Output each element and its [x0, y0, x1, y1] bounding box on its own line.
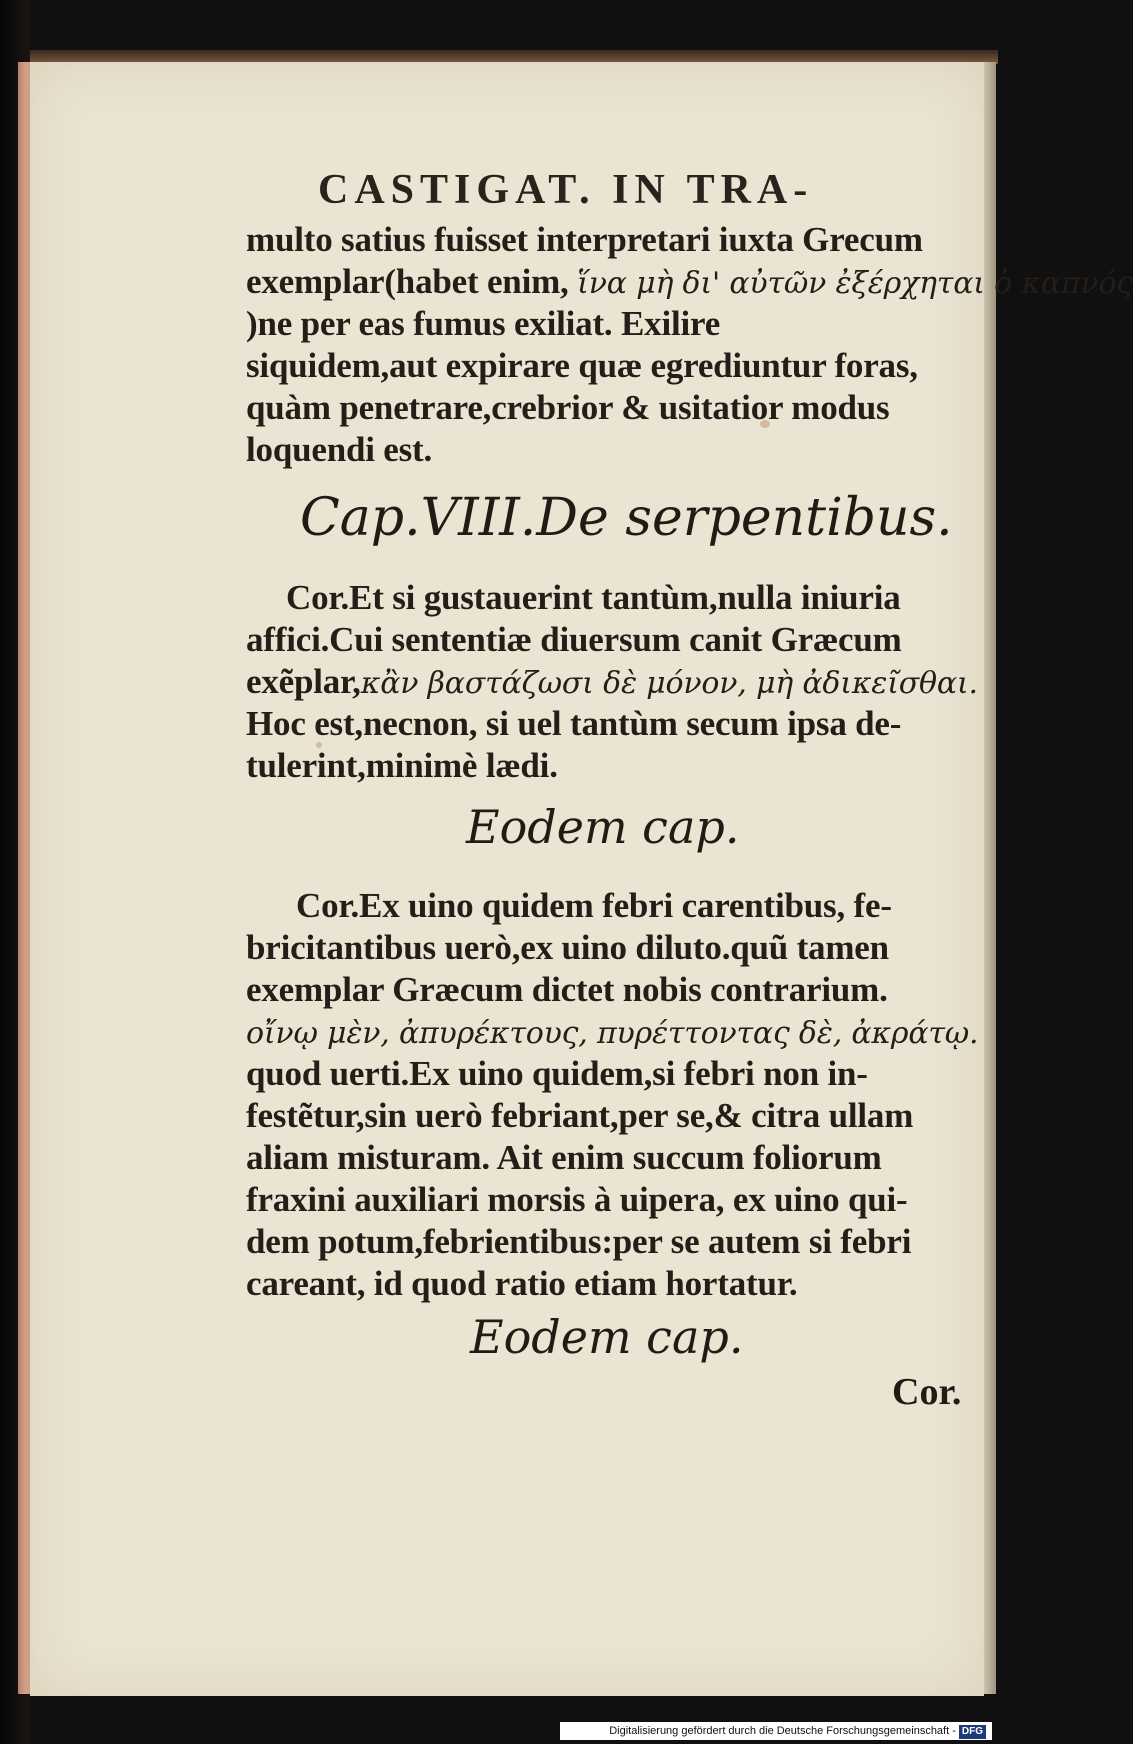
text-line: fraxini auxiliari morsis à uipera, ex uino qui-: [246, 1180, 908, 1219]
text-line: )ne per eas fumus exiliat. Exilire: [246, 304, 721, 343]
text-line: exemplar Græcum dictet nobis contrarium.: [246, 970, 888, 1009]
text-line: quod uerti.Ex uino quidem,si febri non in-: [246, 1054, 868, 1093]
text-line: aliam misturam. Ait enim succum foliorum: [246, 1138, 882, 1177]
digitization-credit: [560, 1722, 992, 1740]
text-line: multo satius fuisset interpretari iuxta Grecum: [246, 220, 923, 259]
text-line: affici.Cui sententiæ diuersum canit Græcum: [246, 620, 902, 659]
text-line: loquendi est.: [246, 430, 433, 469]
credit-text: Digitalisierung gefördert durch die Deutsche Forschungsgemeinschaft -: [609, 1725, 956, 1737]
text-line: bricitantibus uerò,ex uino diluto.quũ tamen: [246, 928, 889, 967]
section-heading: Eodem cap.: [470, 1310, 744, 1364]
text-line: careant, id quod ratio etiam hortatur.: [246, 1264, 798, 1303]
greek-text: ἵνα μὴ δι' αὐτῶν ἐξέρχηται ὁ καπνός: [577, 266, 1133, 301]
greek-text: κἂν βαστάζωσι δὲ μόνον, μὴ ἀδικεῖσθαι.: [360, 666, 978, 701]
greek-text: οἴνῳ μὲν, ἀπυρέκτους, πυρέττοντας δὲ, ἀκράτῳ.: [246, 1016, 979, 1051]
text-line: exemplar(habet enim, ἵνα μὴ δι' αὐτῶν ἐξέρχηται ὁ καπνός: [246, 262, 1133, 301]
text-line: dem potum,febrientibus:per se autem si febri: [246, 1222, 912, 1261]
text-line: exẽplar,κἂν βαστάζωσι δὲ μόνον, μὴ ἀδικεῖσθαι.: [246, 662, 978, 701]
text-line: festẽtur,sin uerò febriant,per se,& citra ullam: [246, 1096, 914, 1135]
text-line: Cor.Ex uino quidem febri carentibus, fe-: [296, 886, 892, 925]
text-line: Hoc est,necnon, si uel tantùm secum ipsa de-: [246, 704, 902, 743]
text-line: Cor.Et si gustauerint tantùm,nulla iniuria: [286, 578, 901, 617]
text-line: quàm penetrare,crebrior & usitatior modus: [246, 388, 890, 427]
catchword: Cor.: [892, 1371, 962, 1413]
text-line: [246, 1012, 978, 1054]
section-heading: Eodem cap.: [466, 800, 740, 854]
running-head: CASTIGAT. IN TRA-: [318, 167, 814, 213]
page-right-edge: [982, 62, 996, 1694]
text-line: tulerint,minimè lædi.: [246, 746, 558, 785]
text-line: siquidem,aut expirare quæ egrediuntur foras,: [246, 346, 918, 385]
chapter-heading: Cap.VIII.De serpentibus.: [300, 488, 953, 548]
dfg-logo: DFG: [959, 1725, 986, 1739]
